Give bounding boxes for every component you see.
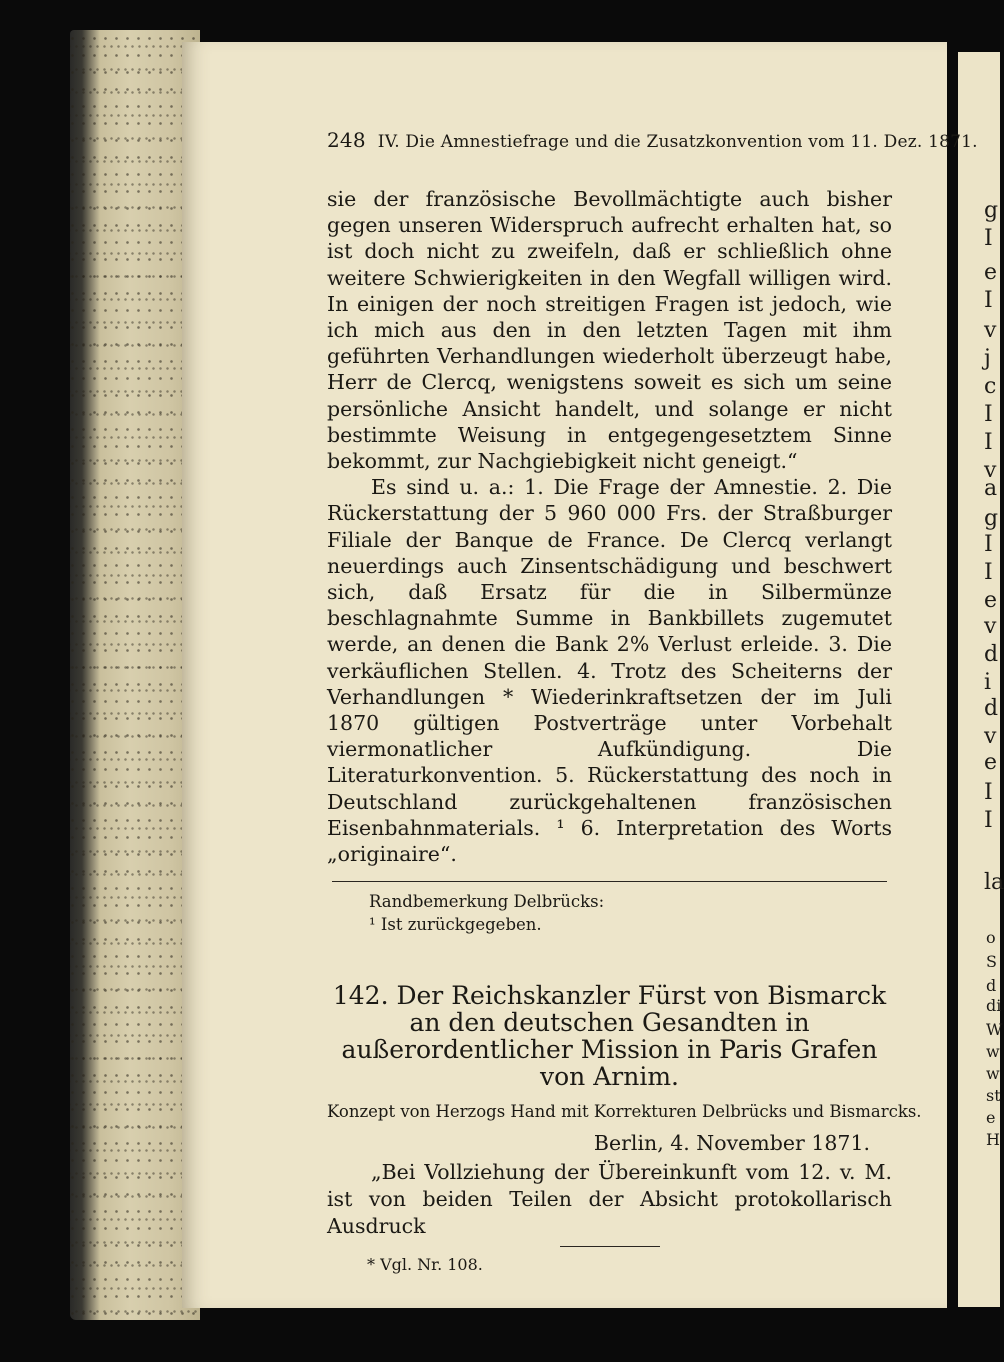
- adjacent-page-glyph: w: [986, 1064, 1000, 1083]
- marginal-note-heading: Randbemerkung Delbrücks:: [369, 892, 605, 912]
- adjacent-page-glyph: i: [984, 670, 992, 695]
- footnote: * Vgl. Nr. 108.: [367, 1255, 483, 1275]
- adjacent-page-glyph: d: [984, 696, 999, 721]
- adjacent-page-glyph: d: [986, 976, 997, 995]
- adjacent-page-glyph: d: [984, 642, 999, 667]
- adjacent-page-glyph: I: [984, 430, 993, 455]
- marginal-note: [369, 890, 892, 936]
- adjacent-page-glyph: e: [986, 1108, 996, 1127]
- letter-text: „Bei Vollziehung der Übereinkunft vom 12. v. M. ist von beiden Teilen der Absicht protokollarisch Ausdruck: [327, 1160, 892, 1239]
- running-head: [327, 128, 978, 152]
- document-title: 142. Der Reichskanzler Fürst von Bismarck an den deutschen Gesandten in außerordentlicher Mission in Paris Grafen von Arnim.: [332, 981, 887, 1092]
- adjacent-page-glyph: la: [984, 870, 1004, 895]
- marginal-note-text: ¹ Ist zurückgegeben.: [369, 915, 542, 935]
- adjacent-page-glyph: j: [984, 346, 991, 371]
- running-title: IV. Die Amnestiefrage und die Zusatzkonvention vom 11. Dez. 1871.: [377, 132, 978, 152]
- adjacent-page-glyph: e: [984, 750, 998, 775]
- page-number: 248: [327, 128, 366, 152]
- adjacent-page-glyph: st: [986, 1086, 1001, 1105]
- adjacent-page-glyph: v: [984, 458, 997, 483]
- document-dateline: Berlin, 4. November 1871.: [593, 1131, 870, 1156]
- body-text: [327, 186, 892, 867]
- adjacent-page-glyph: di: [986, 996, 1002, 1015]
- adjacent-page-glyph: a: [984, 476, 998, 501]
- adjacent-page-glyph: o: [986, 928, 996, 947]
- adjacent-page-glyph: I: [984, 808, 993, 833]
- adjacent-page-glyph: e: [984, 260, 998, 285]
- adjacent-page-glyph: v: [984, 614, 997, 639]
- adjacent-page-glyph: I: [984, 780, 993, 805]
- adjacent-page-glyph: c: [984, 374, 997, 399]
- adjacent-page-glyph: I: [984, 288, 993, 313]
- section-rule: [332, 881, 887, 882]
- adjacent-page-glyph: g: [984, 198, 999, 223]
- paragraph: Es sind u. a.: 1. Die Frage der Amnestie. 2. Die Rückerstattung der 5 960 000 Frs. der Straßburger Filiale der Banque de France. De Clercq verlangt neuerdings auch Zinsentschädigung und beschwert sich, daß Ersatz für die in Silbermünze beschlagnahmte Summe in Bankbillets zugemutet werde, an denen die Bank 2% Verlust erleide. 3. Die verkäuflichen Stellen. 4. Trotz des Scheiterns der Verhandlungen * Wiederinkraftsetzen der im Juli 1870 gültigen Postverträge unter Vorbehalt viermonatlicher Aufkündigung. Die Literaturkonvention. 5. Rückerstattung des noch in Deutschland zurückgehaltenen französischen Eisenbahnmaterials. ¹ 6. Interpretation des Worts „originaire“.: [327, 475, 892, 867]
- footnote-rule: [560, 1246, 660, 1247]
- adjacent-page-glyph: W: [986, 1020, 1003, 1039]
- paragraph: sie der französische Bevollmächtigte auch bisher gegen unseren Widerspruch aufrecht erhalten hat, so ist doch nicht zu zweifeln, daß er schließlich ohne weitere Schwierigkeiten in den Wegfall willigen wird. In einigen der noch streitigen Fragen ist jedoch, wie ich mich aus den in den letzten Tagen mit ihm geführten Verhandlungen wiederholt überzeugt habe, Herr de Clercq, wenigstens soweit es sich um seine persönliche Ansicht handelt, und solange er nicht bestimmte Weisung in entgegengesetztem Sinne bekommt, zur Nachgiebigkeit nicht geneigt.“: [327, 187, 892, 474]
- adjacent-page-glyph: v: [984, 318, 997, 343]
- page-content: [327, 128, 978, 1275]
- document-source: Konzept von Herzogs Hand mit Korrekturen Delbrücks und Bismarcks.: [327, 1102, 922, 1122]
- adjacent-page-glyph: e: [984, 588, 998, 613]
- adjacent-page-glyph: I: [984, 402, 993, 427]
- adjacent-page-glyph: I: [984, 560, 993, 585]
- adjacent-page-glyph: v: [984, 724, 997, 749]
- adjacent-page-glyph: H: [986, 1130, 1000, 1149]
- adjacent-page-glyph: g: [984, 506, 999, 531]
- adjacent-page-edge: [958, 52, 1004, 1307]
- adjacent-page-glyph: I: [984, 532, 993, 557]
- adjacent-page-glyph: w: [986, 1042, 1000, 1061]
- adjacent-page-glyph: S: [986, 952, 997, 971]
- book-edge: [70, 30, 200, 1320]
- adjacent-page-glyph: I: [984, 226, 993, 251]
